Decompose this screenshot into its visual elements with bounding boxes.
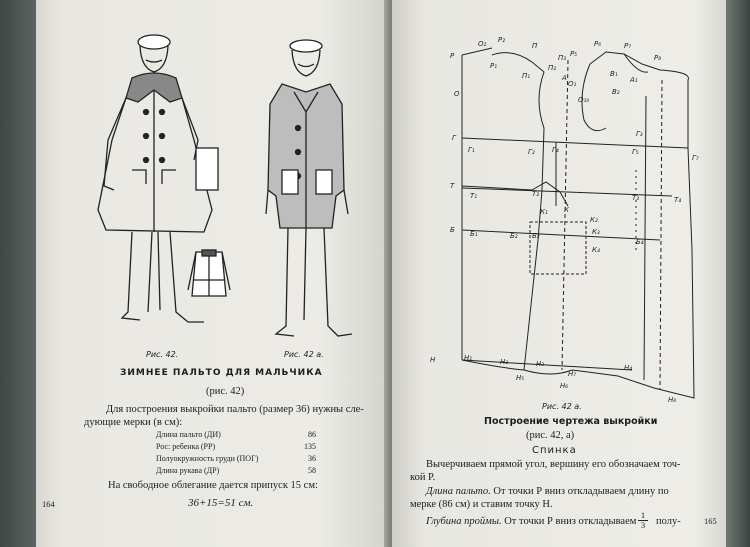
point-label-A1: А₁: [630, 76, 638, 84]
fig-caption: Рис. 42 а.: [542, 402, 582, 411]
point-label-P7: Р₇: [624, 42, 632, 50]
fraction-one-third: [638, 511, 648, 530]
point-label-K1: К₁: [540, 208, 548, 216]
point-label-n: П: [532, 42, 538, 50]
point-label-G: Г: [452, 134, 456, 142]
paragraph-3-text: От точки Р вниз откладываем: [501, 516, 637, 527]
title-figure-reference: (рис. 42): [206, 386, 245, 397]
measurement-name: Длина рукава (ДР): [156, 466, 220, 475]
point-label-H8: Н₈: [668, 396, 677, 404]
point-label-T1: Т₁: [470, 192, 478, 200]
fig42-caption: Рис. 42.: [146, 350, 179, 359]
point-label-B: Б: [450, 226, 455, 234]
point-label-O10: О₁₀: [578, 96, 590, 104]
point-label-B4: Б₄: [636, 238, 644, 246]
point-label-P: Р: [450, 52, 455, 60]
point-label-O1: О₁: [568, 80, 577, 88]
point-label-H: Н: [430, 356, 436, 364]
point-label-T3: Т₃: [632, 194, 640, 202]
point-label-O: О: [454, 90, 460, 98]
measurement-name: Длина пальто (ДИ): [156, 430, 221, 439]
fraction-denominator: 3: [640, 520, 646, 530]
section-title: Построение чертежа выкройки: [484, 416, 658, 427]
paragraph-3-tail: полу-: [656, 516, 681, 527]
boy-figure-2: [266, 40, 352, 336]
point-label-O2: О₂: [478, 40, 487, 48]
measurement-row: [156, 442, 336, 454]
left-page: [36, 0, 390, 547]
point-label-P8: Р₈: [654, 54, 662, 62]
point-label-K2: К₂: [590, 216, 598, 224]
paragraph-2-line-1: [426, 486, 669, 497]
paragraph-1-line-1: Вычерчиваем прямой угол, вершину его обозначаем точ-: [426, 459, 681, 470]
measurement-name: Рос: ребенка (РР): [156, 442, 216, 451]
point-label-G1: Г₁: [468, 146, 475, 154]
page-title: ЗИМНЕЕ ПАЛЬТО ДЛЯ МАЛЬЧИКА: [120, 368, 323, 378]
allowance-formula: 36+15=51 см.: [188, 497, 254, 509]
point-label-P2: Р₂: [498, 36, 506, 44]
intro-line-1: Для построения выкройки пальто (размер 36) нужны сле-: [106, 404, 364, 415]
point-label-H2: Н₂: [500, 358, 509, 366]
paragraph-3-line-1: [426, 516, 636, 527]
section-figure-reference: (рис. 42, а): [526, 430, 575, 441]
paragraph-1-line-2: кой Р.: [410, 472, 436, 483]
fraction-numerator: 1: [638, 511, 648, 521]
paragraph-2-term: Длина пальто.: [426, 486, 491, 497]
point-label-G4: Г₄: [552, 146, 559, 154]
point-label-H4: Н₄: [624, 364, 633, 372]
paragraph-3-term: Глубина проймы.: [426, 516, 502, 527]
point-label-A: А: [562, 74, 567, 82]
coat-back-view: [188, 250, 230, 296]
page-number-left: 164: [42, 499, 55, 509]
point-label-n1: П₁: [522, 72, 531, 80]
right-page: [392, 0, 726, 547]
point-label-G3: Г₃: [636, 130, 643, 138]
measurement-row: [156, 430, 336, 442]
point-label-P6: Р₆: [594, 40, 602, 48]
measurement-value: 36: [308, 454, 316, 463]
point-label-P1: Р₁: [490, 62, 498, 70]
point-label-H7: Н₇: [568, 370, 577, 378]
point-label-n2: П₂: [548, 64, 557, 72]
point-label-G7: Г₇: [692, 154, 699, 162]
point-label-T: Т: [450, 182, 455, 190]
point-label-T2: Т₂: [532, 190, 540, 198]
page-number-right: 165: [704, 516, 717, 526]
point-label-B2: Б₂: [510, 232, 518, 240]
pattern-drawing: [392, 0, 726, 410]
point-label-B3: Б₃: [532, 232, 540, 240]
point-label-K4: К₄: [592, 246, 600, 254]
paragraph-2-line-2: мерке (86 см) и ставим точку Н.: [410, 499, 553, 510]
measurement-value: 135: [304, 442, 316, 451]
fig42a-caption: Рис. 42 а.: [284, 350, 324, 359]
point-label-T4: Т₄: [674, 196, 682, 204]
measurement-row: [156, 454, 336, 466]
allowance-text: На свободное облегание дается припуск 15 см:: [108, 480, 318, 491]
subsection-title: Спинка: [532, 445, 577, 456]
point-label-n3: П₃: [558, 54, 567, 62]
point-label-B2v: В₂: [612, 88, 620, 96]
measurement-row: [156, 466, 336, 478]
measurement-value: 86: [308, 430, 316, 439]
paragraph-2-text: От точки Р вниз откладываем длину по: [490, 486, 669, 497]
boys-coat-illustrations: [36, 0, 390, 360]
point-label-H3: Н₃: [536, 360, 545, 368]
point-label-P5: Р₅: [570, 50, 578, 58]
measurement-name: Полуокружность груди (ПОГ): [156, 454, 259, 463]
point-label-H5: Н₅: [516, 374, 525, 382]
point-label-K: К: [564, 206, 569, 214]
point-label-H1: Н₁: [464, 354, 473, 362]
point-label-H6: Н₆: [560, 382, 569, 390]
intro-line-2: дующие мерки (в см):: [84, 417, 183, 428]
book-cover-left-edge: [0, 0, 36, 547]
point-label-B1: Б₁: [470, 230, 478, 238]
measurement-value: 58: [308, 466, 316, 475]
book-cover-right-edge: [726, 0, 750, 547]
point-label-G2: Г₂: [528, 148, 535, 156]
point-label-G5: Г₅: [632, 148, 639, 156]
point-label-K3: К₃: [592, 228, 600, 236]
point-label-B1v: В₁: [610, 70, 618, 78]
